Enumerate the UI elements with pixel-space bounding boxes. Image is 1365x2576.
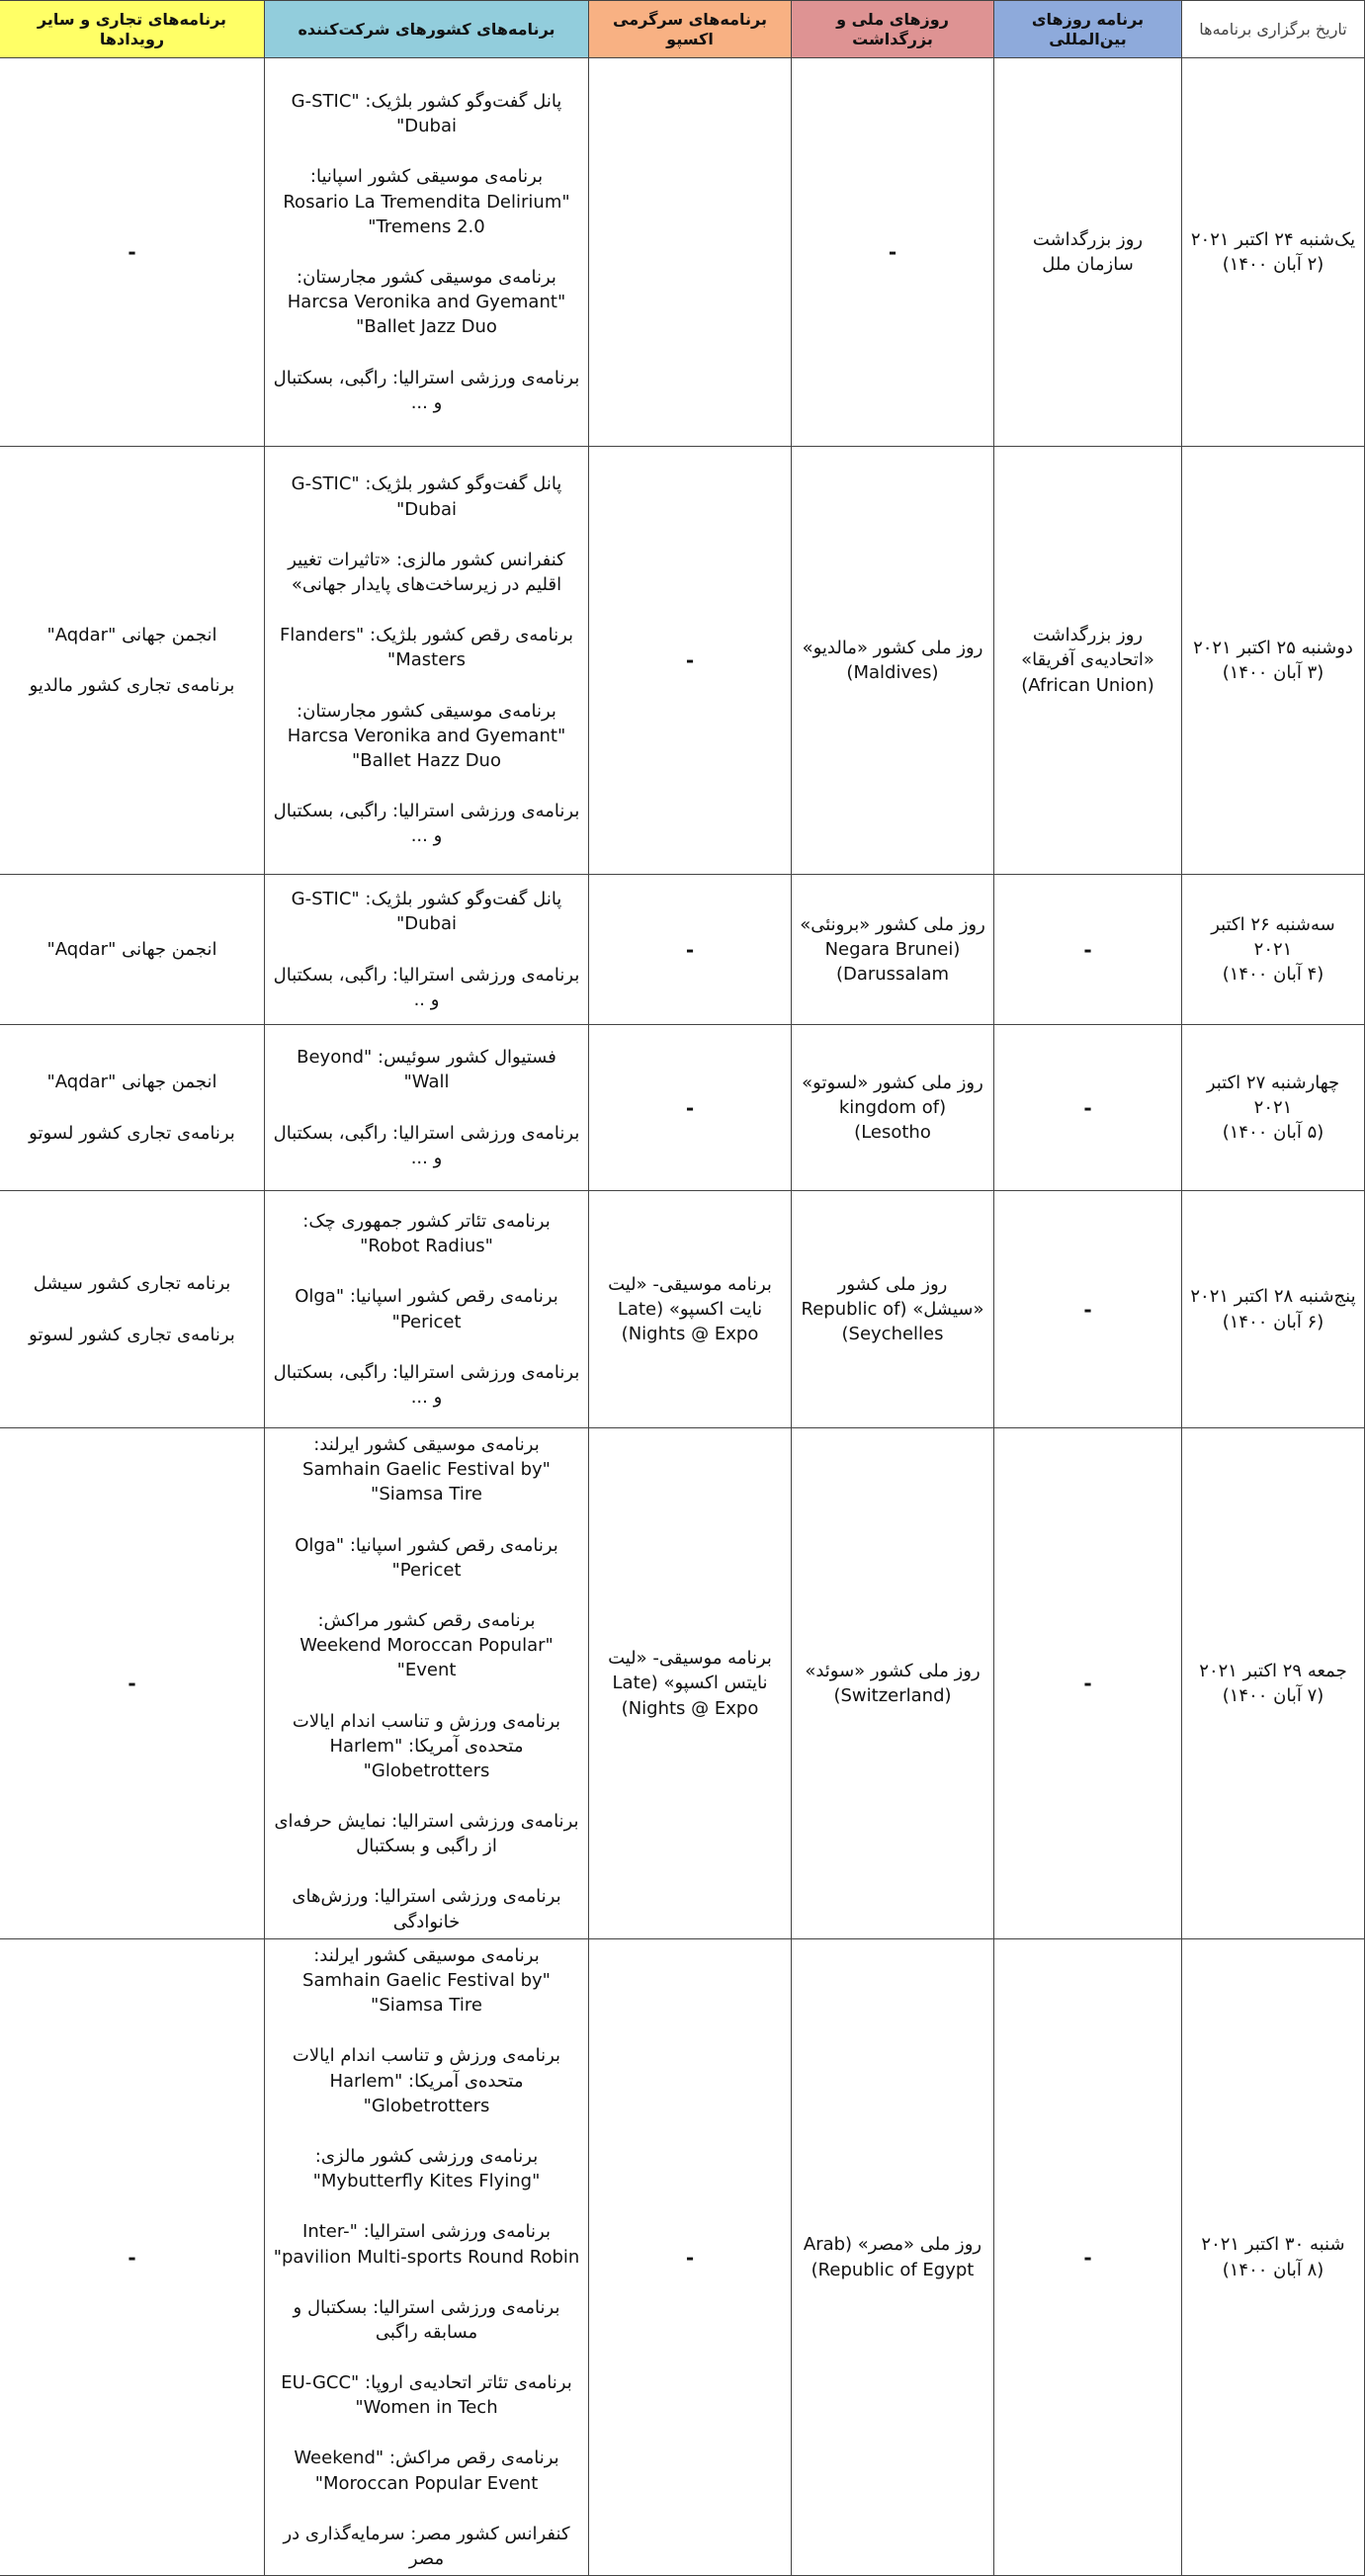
cell-international [994,1025,1182,1191]
table-row [0,875,1365,1025]
cell-text: برنامه موسیقی- «لیت نایت اکسپو» (Late Nights @ Expo) [608,1273,772,1345]
table-row [0,1025,1365,1191]
country-program: برنامه‌ی رقص کشور اسپانیا: "Olga Pericet" [295,1534,558,1581]
cell-text: انجمن جهانی "Aqdar" [46,624,217,645]
country-program: برنامه‌ی موسیقی کشور ایرلند: "Samhain Gaelic Festival by Siamsa Tire" [302,1434,551,1505]
header-international: برنامه روزهای بین‌المللی [994,1,1182,58]
cell-date [1182,1938,1365,2575]
cell-text: - [128,240,136,264]
cell-entertainment [589,447,792,875]
header-business: برنامه‌های تجاری و سایر رویدادها [0,1,265,58]
cell-international [994,447,1182,875]
cell-national [792,1938,994,2575]
header-national: روزهای ملی و بزرگداشت [792,1,994,58]
cell-countries [265,1938,589,2575]
cell-text: - [128,1671,136,1695]
cell-countries [265,1428,589,1939]
cell-entertainment [589,1938,792,2575]
country-program: برنامه‌ی رقص کشور اسپانیا: "Olga Pericet" [295,1286,558,1332]
country-program: پانل گفت‌وگو کشور بلژیک: "G-STIC Dubai" [291,889,562,935]
header-row [0,1,1365,58]
cell-text: روز بزرگداشت «اتحادیه‌ی آفریقا» (African Union) [1021,625,1154,696]
cell-national [792,1191,994,1428]
cell-international [994,875,1182,1025]
header-entertainment: برنامه‌های سرگرمی اکسپو [589,1,792,58]
cell-text: برنامه موسیقی- «لیت نایتس اکسپو» (Late Nights @ Expo) [608,1648,772,1719]
cell-text: پنج‌شنبه ۲۸ اکتبر ۲۰۲۱ [1190,1286,1356,1308]
table-row [0,58,1365,447]
country-program: برنامه‌ی ورزشی استرالیا: ورزش‌های خانوادگی [292,1886,561,1932]
cell-text: روز ملی کشور «برونئی» (Negara Brunei Darussalam) [800,913,985,986]
cell-international [994,58,1182,447]
table-row [0,1428,1365,1939]
header-date: تاریخ برگزاری برنامه‌ها [1182,1,1365,58]
table-row [0,1938,1365,2575]
cell-text: - [685,2245,695,2270]
cell-date [1182,875,1365,1025]
country-program: برنامه‌ی ورزشی استرالیا: راگبی، بسکتبال و ... [273,367,580,413]
cell-text: یک‌شنبه ۲۴ اکتبر ۲۰۲۱ [1190,228,1356,250]
cell-international [994,1428,1182,1939]
cell-date [1182,58,1365,447]
cell-countries [265,1025,589,1191]
cell-entertainment [589,1191,792,1428]
cell-text: - [1083,1297,1092,1322]
country-program: برنامه‌ی ورزشی استرالیا: راگبی، بسکتبال و ... [273,1361,580,1408]
cell-text: - [1083,2245,1092,2270]
country-program: برنامه‌ی ورزشی استرالیا: نمایش حرفه‌ای از راگبی و بسکتبال [274,1811,579,1857]
cell-business [0,1938,265,2575]
cell-countries [265,58,589,447]
cell-national [792,1025,994,1191]
cell-date [1182,1025,1365,1191]
country-program: برنامه‌ی موسیقی کشور مجارستان: "Harcsa Veronika and Gyemant Ballet Hazz Duo" [287,700,566,771]
cell-date [1182,1428,1365,1939]
country-program: برنامه‌ی موسیقی کشور مجارستان: "Harcsa Veronika and Gyemant Ballet Jazz Duo" [287,267,566,338]
cell-text: - [685,648,695,672]
country-program: فستیوال کشور سوئیس: "Beyond Wall" [297,1047,556,1093]
cell-national [792,58,994,447]
cell-text: (۴ آبان ۱۴۰۰) [1222,964,1324,986]
country-program: برنامه‌ی تئاتر کشور جمهوری چک: "Robot Radius" [302,1210,551,1257]
cell-text: برنامه‌ی تجاری کشور لسوتو [29,1122,235,1144]
cell-text: (۳ آبان ۱۴۰۰) [1222,662,1324,683]
cell-text: انجمن جهانی "Aqdar" [46,1072,217,1093]
cell-text: روز ملی کشور «سوئد» (Switzerland) [805,1660,981,1706]
cell-text: روز بزرگداشت سازمان ملل [1032,228,1144,275]
cell-text: (۶ آبان ۱۴۰۰) [1222,1311,1324,1332]
cell-text: شنبه ۳۰ اکتبر ۲۰۲۱ [1201,2234,1345,2256]
cell-text: روز ملی کشور «سیشل» (Republic of Seychelles) [801,1273,984,1345]
cell-business [0,447,265,875]
country-program: برنامه‌ی تئاتر اتحادیه‌ی اروپا: "EU-GCC Women in Tech" [281,2372,572,2419]
cell-text: - [128,2245,136,2270]
cell-text: سه‌شنبه ۲۶ اکتبر ۲۰۲۱ [1211,913,1335,960]
cell-text: برنامه تجاری کشور سیشل [33,1273,231,1295]
cell-text: دوشنبه ۲۵ اکتبر ۲۰۲۱ [1193,637,1353,658]
country-program: پانل گفت‌وگو کشور بلژیک: "G-STIC Dubai" [291,91,562,137]
cell-entertainment [589,1025,792,1191]
cell-entertainment [589,58,792,447]
country-program: برنامه‌ی رقص مراکش: "Weekend Moroccan Popular Event" [294,2447,559,2494]
country-program: برنامه‌ی ورزش و تناسب اندام ایالات متحده‌ی آمریکا: "Harlem Globetrotters" [292,2045,561,2116]
cell-date [1182,1191,1365,1428]
cell-text: روز ملی کشور «مالدیو» (Maldives) [802,637,983,683]
cell-entertainment [589,875,792,1025]
cell-international [994,1191,1182,1428]
cell-business [0,1025,265,1191]
cell-countries [265,447,589,875]
cell-text: - [1083,1671,1092,1695]
cell-national [792,447,994,875]
cell-text: جمعه ۲۹ اکتبر ۲۰۲۱ [1199,1660,1347,1681]
cell-text: روز ملی کشور «لسوتو» (kingdom of Lesotho) [802,1072,983,1144]
cell-text: (۸ آبان ۱۴۰۰) [1222,2259,1324,2280]
country-program: برنامه‌ی ورزشی استرالیا: راگبی، بسکتبال و .. [273,964,580,1010]
country-program: برنامه‌ی ورزشی استرالیا: بسکتبال و مسابقه راگبی [293,2296,560,2343]
cell-text: روز ملی «مصر» (Arab Republic of Egypt) [803,2234,982,2280]
cell-text: - [888,240,897,264]
country-program: پانل گفت‌وگو کشور بلژیک: "G-STIC Dubai" [291,473,562,520]
table-row [0,447,1365,875]
cell-business [0,58,265,447]
country-program: کنفرانس کشور مصر: سرمایه‌گذاری در مصر [283,2523,570,2569]
cell-entertainment [589,1428,792,1939]
country-program: برنامه‌ی ورزشی استرالیا: "Inter-pavilion Multi-sports Round Robin" [273,2221,580,2268]
cell-text: - [685,1095,695,1120]
cell-text: - [685,937,695,962]
country-program: برنامه‌ی ورزشی استرالیا: راگبی، بسکتبال و ... [273,801,580,847]
cell-text: - [1083,937,1092,962]
country-program: برنامه‌ی ورزشی کشور مالزی: "Mybutterfly Kites Flying" [312,2145,541,2192]
header-countries: برنامه‌های کشورهای شرکت‌کننده [265,1,589,58]
table-row [0,1191,1365,1428]
country-program: برنامه‌ی موسیقی کشور اسپانیا: "Rosario La Tremendita Delirium Tremens 2.0" [283,166,570,237]
cell-countries [265,1191,589,1428]
cell-business [0,1191,265,1428]
country-program: برنامه‌ی رقص کشور مراکش: "Weekend Moroccan Popular Event" [299,1609,554,1681]
country-program: برنامه‌ی ورزش و تناسب اندام ایالات متحده‌ی آمریکا: "Harlem Globetrotters" [292,1710,561,1781]
country-program: کنفرانس کشور مالزی: «تاثیرات تغییر اقلیم در زیرساخت‌های پایدار جهانی» [288,549,565,596]
country-program: برنامه‌ی ورزشی استرالیا: راگبی، بسکتبال و ... [273,1122,580,1168]
cell-national [792,875,994,1025]
cell-text: (۷ آبان ۱۴۰۰) [1222,1684,1324,1706]
cell-text: - [1083,1095,1092,1120]
cell-countries [265,875,589,1025]
cell-national [792,1428,994,1939]
cell-text: چهارشنبه ۲۷ اکتبر ۲۰۲۱ [1206,1072,1340,1118]
cell-text: برنامه‌ی تجاری کشور لسوتو [29,1324,235,1345]
cell-business [0,875,265,1025]
cell-text: انجمن جهانی "Aqdar" [46,938,217,960]
cell-international [994,1938,1182,2575]
country-program: برنامه‌ی موسیقی کشور ایرلند: "Samhain Gaelic Festival by Siamsa Tire" [302,1944,551,2017]
cell-text: (۲ آبان ۱۴۰۰) [1222,254,1324,275]
cell-text: برنامه‌ی تجاری کشور مالدیو [29,675,235,696]
cell-date [1182,447,1365,875]
cell-business [0,1428,265,1939]
schedule-body [0,58,1365,2576]
cell-text: (۵ آبان ۱۴۰۰) [1222,1122,1324,1144]
country-program: برنامه‌ی رقص کشور بلژیک: "Flanders Masters" [279,625,574,671]
